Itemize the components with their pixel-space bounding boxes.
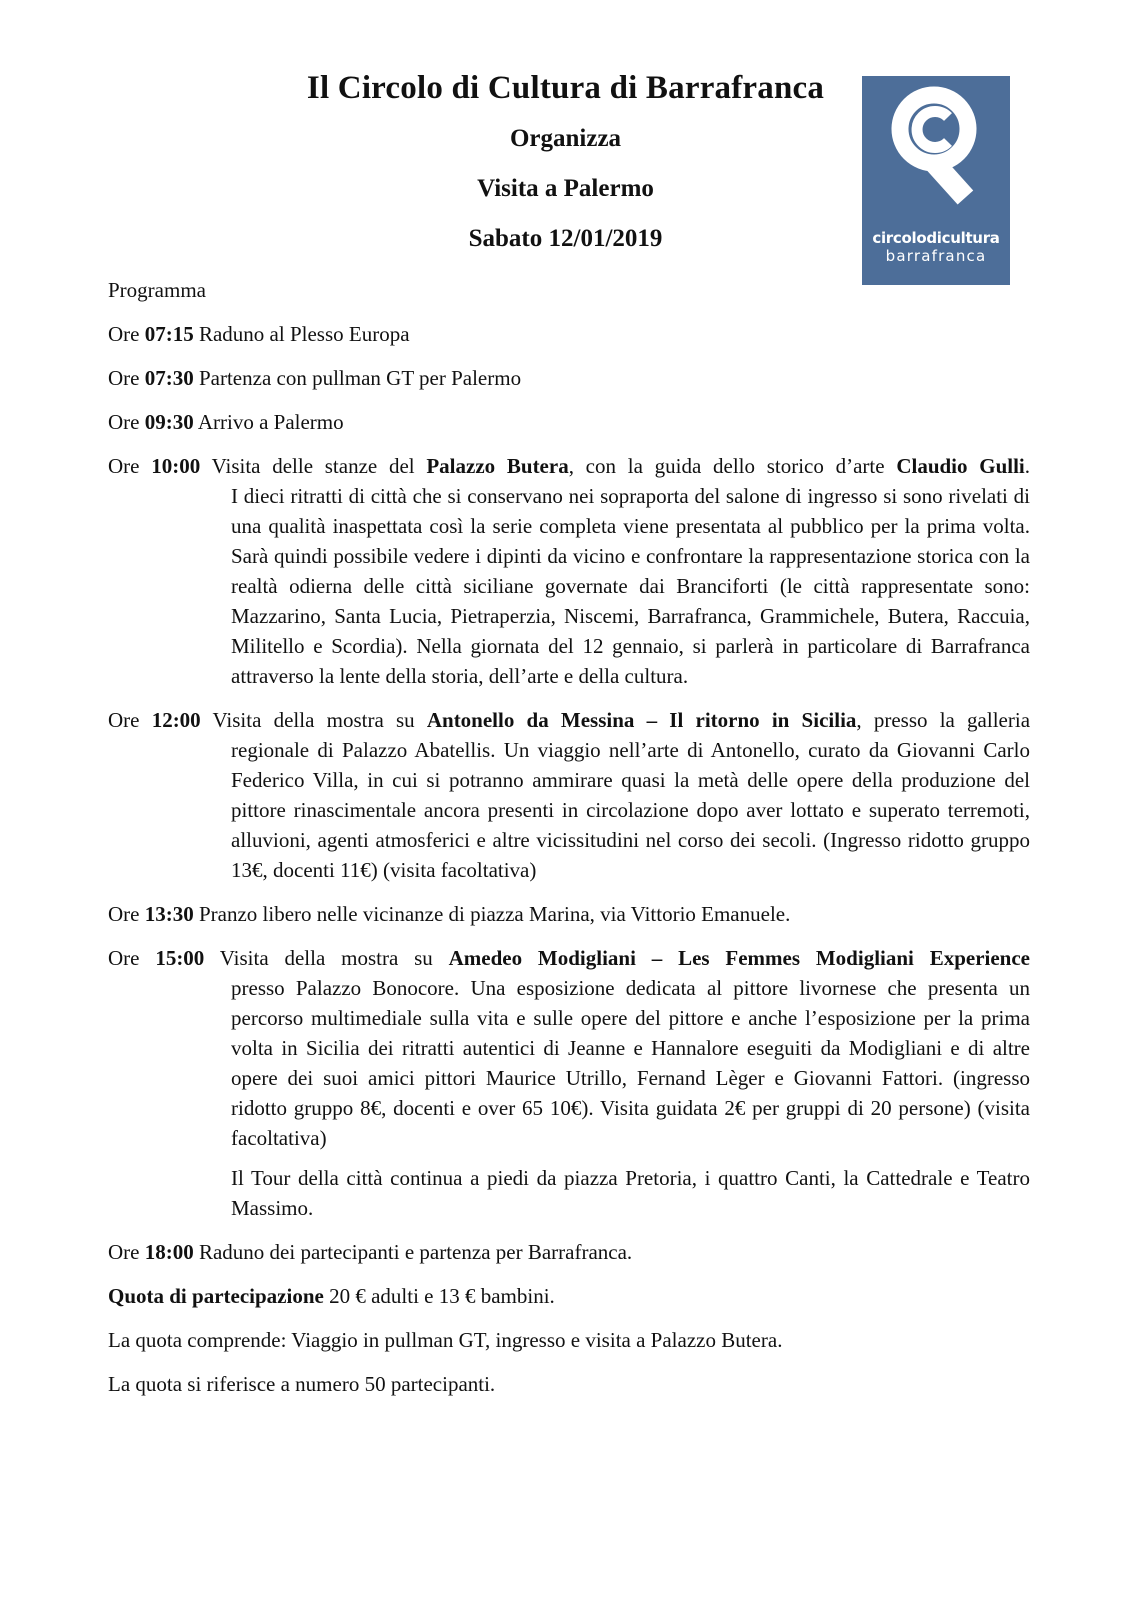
time-prefix: Ore xyxy=(108,902,140,926)
programme-entry xyxy=(108,899,1030,929)
entry-text: Raduno al Plesso Europa xyxy=(198,322,410,346)
entry-text: . xyxy=(1024,454,1031,478)
entry-time: 12:00 xyxy=(151,708,201,732)
programme-entry xyxy=(108,705,1030,885)
time-prefix: Ore xyxy=(108,946,140,970)
entry-text: , presso la galleria xyxy=(856,708,1031,732)
entry-time: 18:00 xyxy=(144,1240,194,1264)
time-prefix: Ore xyxy=(108,708,140,732)
entry-time: 09:30 xyxy=(144,410,194,434)
entry-time: 07:30 xyxy=(144,366,194,390)
date-line: Sabato 12/01/2019 xyxy=(468,225,663,252)
price-basis: La quota si riferisce a numero 50 partecipanti. xyxy=(108,1372,496,1396)
entry-time: 07:15 xyxy=(144,322,194,346)
exhibition-name: Antonello da Messina – Il ritorno in Sicilia xyxy=(426,708,857,732)
programme-entry xyxy=(108,943,1030,1223)
price-label: Quota di partecipazione xyxy=(108,1284,324,1308)
entry-description: I dieci ritratti di città che si conservano nei sopraporta del salone di ingresso si sono rivelati di una qualità inaspettata così la serie completa viene presentata al pubblico per la prima volta. Sarà quindi possibile vedere i dipinti da vicino e confrontare la rappresentazione storica con la realtà odierna delle città siciliane governate dai Branciforti (le città rappresentate sono: Mazzarino, Santa Lucia, Pietraperzia, Niscemi, Barrafranca, Grammichele, Butera, Raccuia, Militello e Scordia). Nella giornata del 12 gennaio, si parlerà in particolare di Barrafranca attraverso la lente della storia, dell’arte e della cultura. xyxy=(231,484,1030,688)
price-value: 20 € adulti e 13 € bambini. xyxy=(329,1284,555,1308)
time-prefix: Ore xyxy=(108,1240,140,1264)
venue-name: Palazzo Butera xyxy=(426,454,569,478)
document-title: Il Circolo di Cultura di Barrafranca xyxy=(306,70,825,106)
logo-text-secondary: barrafranca xyxy=(885,247,987,265)
visit-line: Visita a Palermo xyxy=(477,175,654,202)
entry-text: Pranzo libero nelle vicinanze di piazza Marina, via Vittorio Emanuele. xyxy=(198,902,791,926)
entry-text: Arrivo a Palermo xyxy=(197,410,344,434)
logo-text-primary: circolodicultura xyxy=(872,229,1000,247)
time-prefix: Ore xyxy=(108,366,140,390)
price-includes: La quota comprende: Viaggio in pullman GT, ingresso e visita a Palazzo Butera. xyxy=(108,1328,783,1352)
entry-text: Raduno dei partecipanti e partenza per Barrafranca. xyxy=(198,1240,633,1264)
programme-heading: Programma xyxy=(108,278,206,302)
document-body xyxy=(108,275,1030,1413)
tour-description: Il Tour della città continua a piedi da piazza Pretoria, i quattro Canti, la Cattedrale e Teatro Massimo. xyxy=(231,1166,1030,1220)
exhibition-name: Amedeo Modigliani – Les Femmes Modigliani Experience xyxy=(448,946,1030,970)
programme-entry xyxy=(108,363,1030,393)
time-prefix: Ore xyxy=(108,322,140,346)
programme-entry xyxy=(108,451,1030,691)
guide-name: Claudio Gulli xyxy=(896,454,1025,478)
organizer-line: Organizza xyxy=(509,125,622,152)
entry-text: Partenza con pullman GT per Palermo xyxy=(198,366,522,390)
entry-text: , con la guida dello storico d’arte xyxy=(568,454,885,478)
time-prefix: Ore xyxy=(108,410,140,434)
time-prefix: Ore xyxy=(108,454,140,478)
entry-time: 15:00 xyxy=(155,946,205,970)
programme-entry xyxy=(108,1237,1030,1267)
programme-entry xyxy=(108,407,1030,437)
entry-text: Visita delle stanze del xyxy=(211,454,415,478)
price-line xyxy=(108,1281,1030,1311)
entry-description: regionale di Palazzo Abatellis. Un viaggio nell’arte di Antonello, curato da Giovanni Carlo Federico Villa, in cui si potranno ammirare quasi la metà delle opere della produzione del pittore rinascimentale ancora presenti in circolazione dopo aver lottato e superato terremoti, alluvioni, agenti atmosferici e altre vicissitudini nel corso dei secoli. (Ingresso ridotto gruppo 13€, docenti 11€) (visita facoltativa) xyxy=(231,738,1030,882)
logo xyxy=(862,76,1010,285)
entry-text: Visita della mostra su xyxy=(212,708,415,732)
entry-text: Visita della mostra su xyxy=(219,946,433,970)
programme-entry xyxy=(108,319,1030,349)
entry-time: 13:30 xyxy=(144,902,194,926)
entry-time: 10:00 xyxy=(151,454,201,478)
entry-description: presso Palazzo Bonocore. Una esposizione dedicata al pittore livornese che presenta un percorso multimediale sulla vita e sulle opere del pittore e anche l’esposizione per la prima volta in Sicilia dei ritratti autentici di Jeanne e Hannalore eseguiti da Modigliani e di altre opere dei suoi amici pittori Maurice Utrillo, Fernand Lèger e Giovanni Fattori. (ingresso ridotto gruppo 8€, docenti e over 65 10€). Visita guidata 2€ per gruppi di 20 persone) (visita facoltativa) xyxy=(231,976,1030,1150)
